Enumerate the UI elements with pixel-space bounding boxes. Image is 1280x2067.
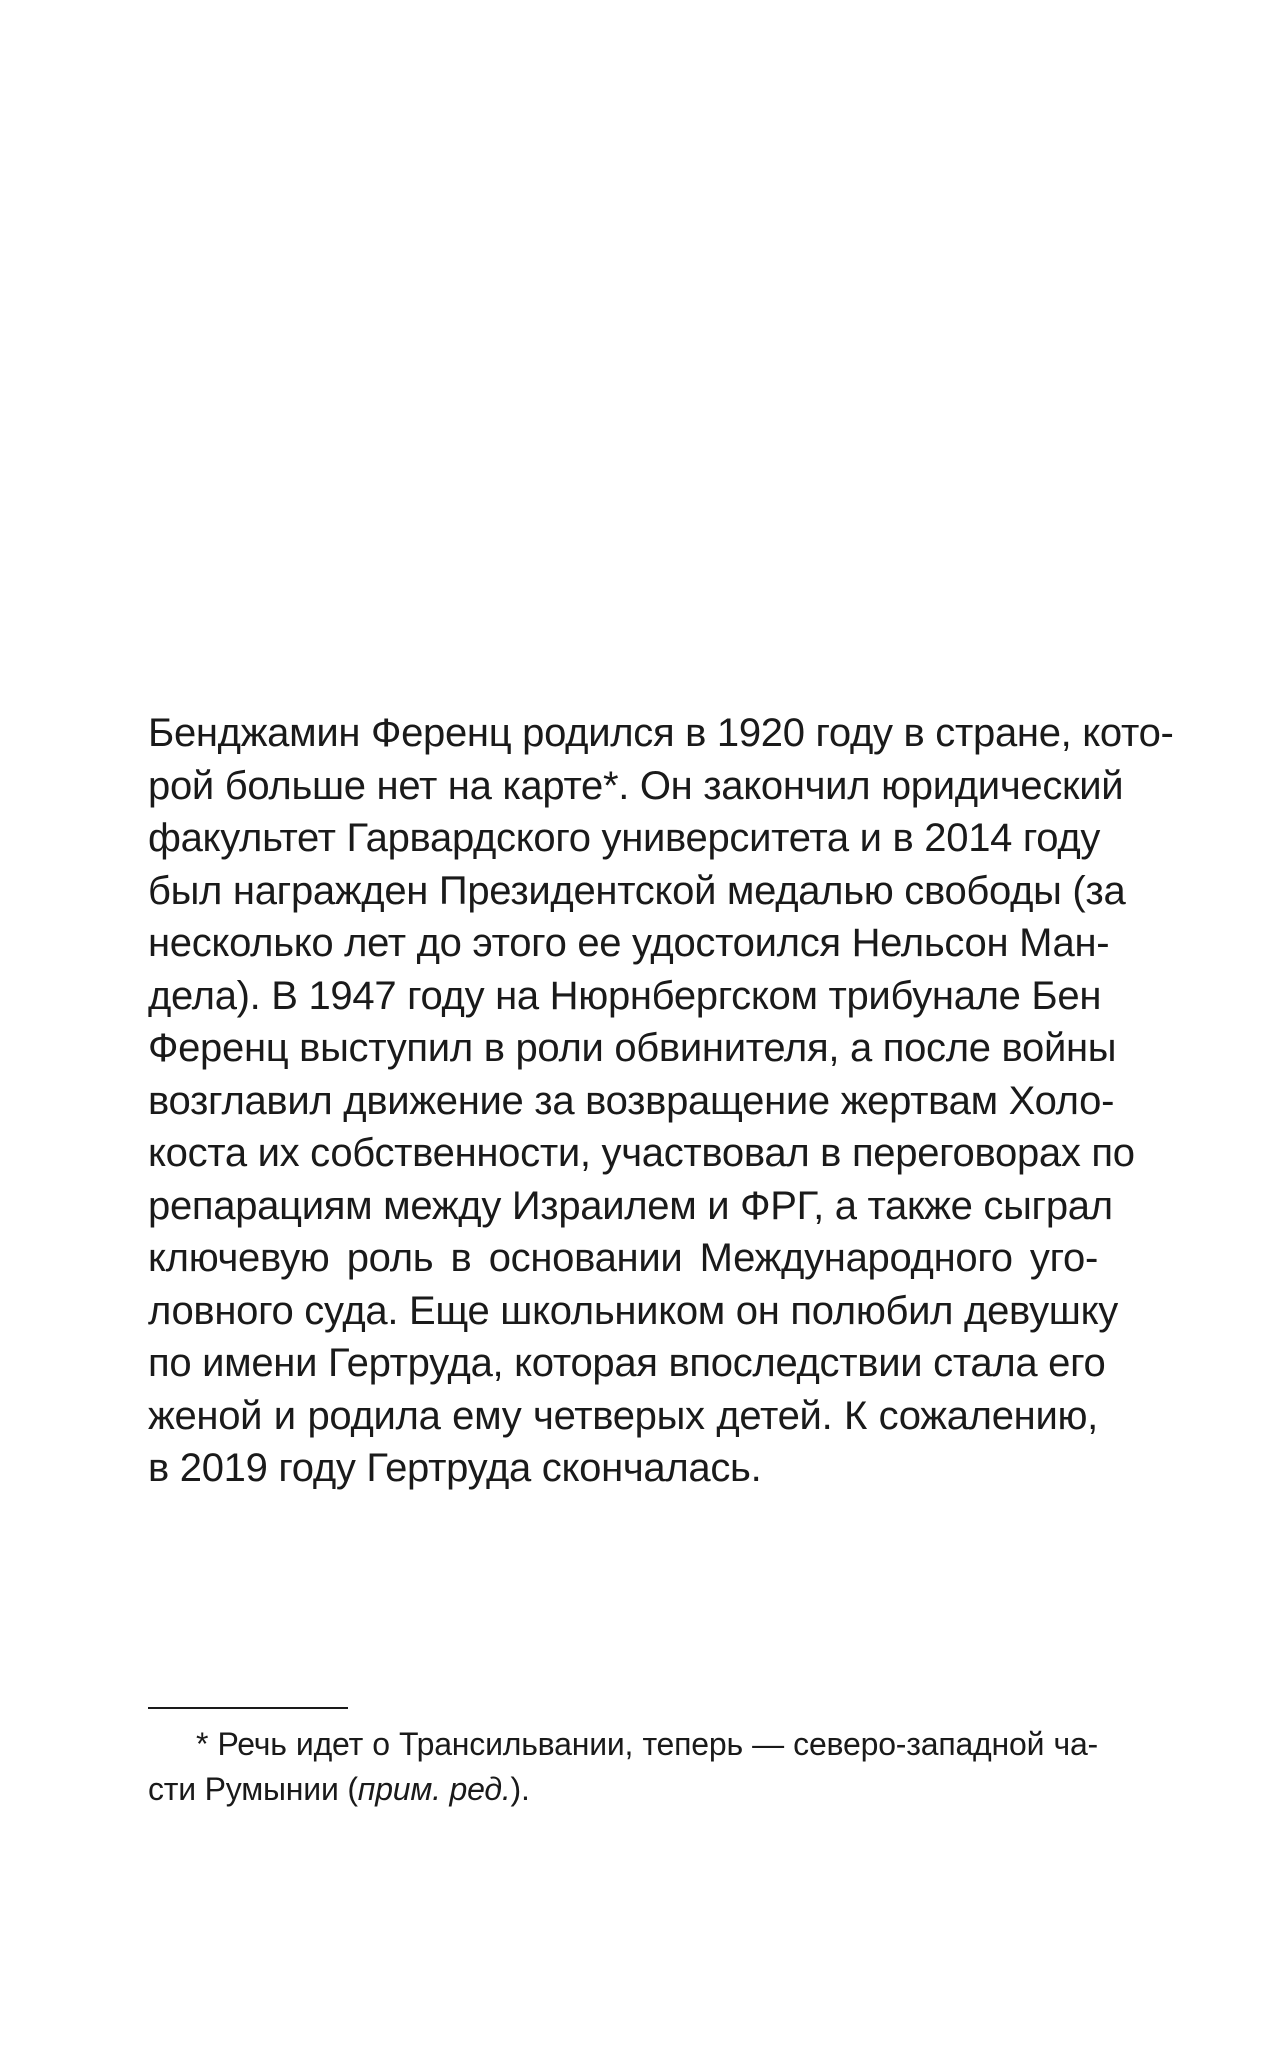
paragraph-line-1: Бенджамин Ференц родился в 1920 году в стране, кото-: [148, 711, 1174, 755]
main-paragraph: [148, 707, 1174, 1495]
paragraph-line-3: факультет Гарвардского университета и в 2014 году: [148, 816, 1101, 860]
footnote: [148, 1722, 1098, 1812]
footnote-line-2: [148, 1767, 1098, 1812]
paragraph-line-14: женой и родила ему четверых детей. К сожалению,: [148, 1393, 1098, 1438]
paragraph-line-15: в 2019 году Гертруда скончалась.: [148, 1446, 762, 1490]
paragraph-line-13: по имени Гертруда, которая впоследствии стала его: [148, 1341, 1106, 1385]
paragraph-line-2: рой больше нет на карте*. Он закончил юридический: [148, 763, 1124, 808]
paragraph-line-5: несколько лет до этого ее удостоился Нельсон Ман-: [148, 921, 1110, 965]
editor-note: прим. ред.: [357, 1771, 511, 1807]
paragraph-line-4: был награжден Президентской медалью свободы (за: [148, 868, 1126, 913]
footnote-line-2-prefix: сти Румынии (: [148, 1771, 358, 1807]
paragraph-line-8: возглавил движение за возвращение жертвам Холо-: [148, 1078, 1115, 1123]
footnote-line-1: * Речь идет о Трансильвании, теперь — северо-западной ча-: [196, 1726, 1098, 1762]
paragraph-line-7: Ференц выступил в роли обвинителя, а после войны: [148, 1026, 1117, 1070]
paragraph-line-9: коста их собственности, участвовал в переговорах по: [148, 1131, 1135, 1175]
paragraph-line-6: дела). В 1947 году на Нюрнбергском трибунале Бен: [148, 973, 1102, 1018]
paragraph-line-11: ключевую роль в основании Международного уго-: [148, 1236, 1098, 1280]
footnote-line-2-suffix: ).: [510, 1771, 530, 1807]
paragraph-line-10: репарациям между Израилем и ФРГ, а также сыграл: [148, 1183, 1113, 1228]
footnote-divider: [148, 1707, 348, 1709]
paragraph-line-12: ловного суда. Еще школьником он полюбил девушку: [148, 1288, 1118, 1333]
